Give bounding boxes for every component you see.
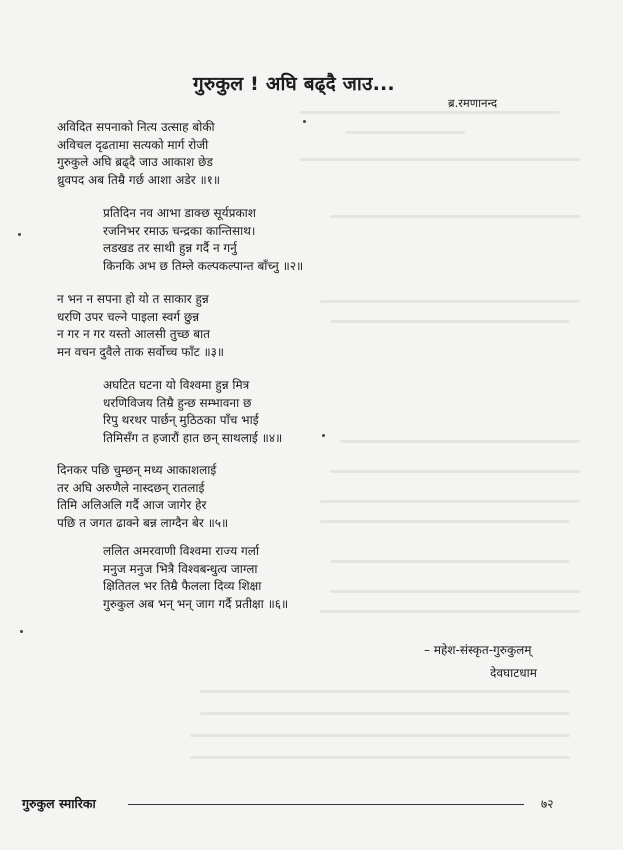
- verse-line: रिपु थरथर पार्छन् मुठिठका पाँच भाई: [103, 413, 259, 428]
- stanza-3: [57, 291, 224, 361]
- verse-line: न भन न सपना हो यो त साकार हुन्न: [57, 292, 209, 306]
- verse-line: ललित अमरवाणी विश्वमा राज्य गर्ला: [103, 544, 259, 558]
- verse-line: तिमिसँग त हजारौं हात छन् साथलाई ॥४॥: [103, 430, 283, 445]
- verse-line: गुरुकुल अब भन् भन् जाग गर्दै प्रतीक्षा ॥६॥: [103, 596, 289, 611]
- print-speck: [322, 434, 325, 437]
- verse-line: अविदित सपनाको नित्य उत्साह बोकी: [57, 120, 215, 134]
- verse-line: अघटित घटना यो विश्वमा हुन्न मित्र: [103, 378, 250, 392]
- verse-line: गुरुकुले अघि ब्रढ्दै जाउ आकाश छेड: [57, 155, 213, 170]
- verse-line: रजनिभर रमाऊ चन्द्रका कान्तिसाथ।: [103, 223, 256, 238]
- stanza-2: [103, 205, 303, 275]
- print-speck: [18, 233, 21, 236]
- footer-rule: [128, 804, 524, 805]
- verse-line: तर अघि अरुणैले नास्दछन् रातलाई: [57, 480, 205, 495]
- verse-line: क्षितितल भर तिम्रै फैलला दिव्य शिक्षा: [103, 579, 262, 594]
- verse-line: ध्रुवपद अब तिम्रै गर्छ आशा अडेर ॥१॥: [57, 172, 221, 187]
- verse-line: धरणिविजय तिम्रै हुन्छ सम्भावना छ: [103, 395, 252, 410]
- verse-line: मन वचन दुवैले ताक सर्वोच्च फाँट ॥३॥: [57, 344, 225, 359]
- verse-line: दिनकर पछि चुम्छन् मध्य आकाशलाई: [57, 463, 217, 477]
- stanza-1: [57, 119, 220, 189]
- stanza-6: [103, 543, 288, 613]
- print-speck: [303, 120, 306, 123]
- verse-line: लडखड तर साथी हुन्न गर्दै न गर्नु: [103, 241, 237, 256]
- print-speck: [20, 630, 23, 633]
- verse-line: न गर न गर यस्तो आलसी तुच्छ बात: [57, 327, 211, 342]
- poem-title: गुरुकुल ! अघि बढ्दै जाउ...: [193, 73, 395, 95]
- verse-line: तिमि अलिअलि गर्दै आज जागेर हेर: [57, 498, 207, 513]
- institution-name: – महेश-संस्कृत-गुरुकुलम्: [424, 643, 532, 657]
- stanza-5: [57, 462, 228, 532]
- verse-line: किनकि अभ छ तिम्ले कल्पकल्पान्त बाँच्नु ॥२॥: [103, 258, 304, 273]
- verse-line: मनुज मनुज भित्रै विश्वबन्धुत्व जाग्ला: [103, 561, 258, 576]
- stanza-4: [103, 377, 282, 447]
- footer-publication: गुरुकुल स्मारिका: [22, 796, 96, 811]
- verse-line: प्रतिदिन नव आभा डाक्छ सूर्यप्रकाश: [103, 206, 256, 220]
- verse-line: पछि त जगत ढाक्ने बन्न लाग्दैन बेर ॥५॥: [57, 515, 229, 530]
- page-number: ७२: [541, 797, 554, 811]
- verse-line: अविचल दृढतामा सत्यको मार्ग रोजी: [57, 137, 209, 152]
- institution-place: देवघाटधाम: [490, 666, 537, 680]
- verse-line: धरणि उपर चल्ने पाइला स्वर्ग छुन्न: [57, 309, 200, 324]
- poem-author: ब्र.रमणानन्द: [448, 96, 498, 110]
